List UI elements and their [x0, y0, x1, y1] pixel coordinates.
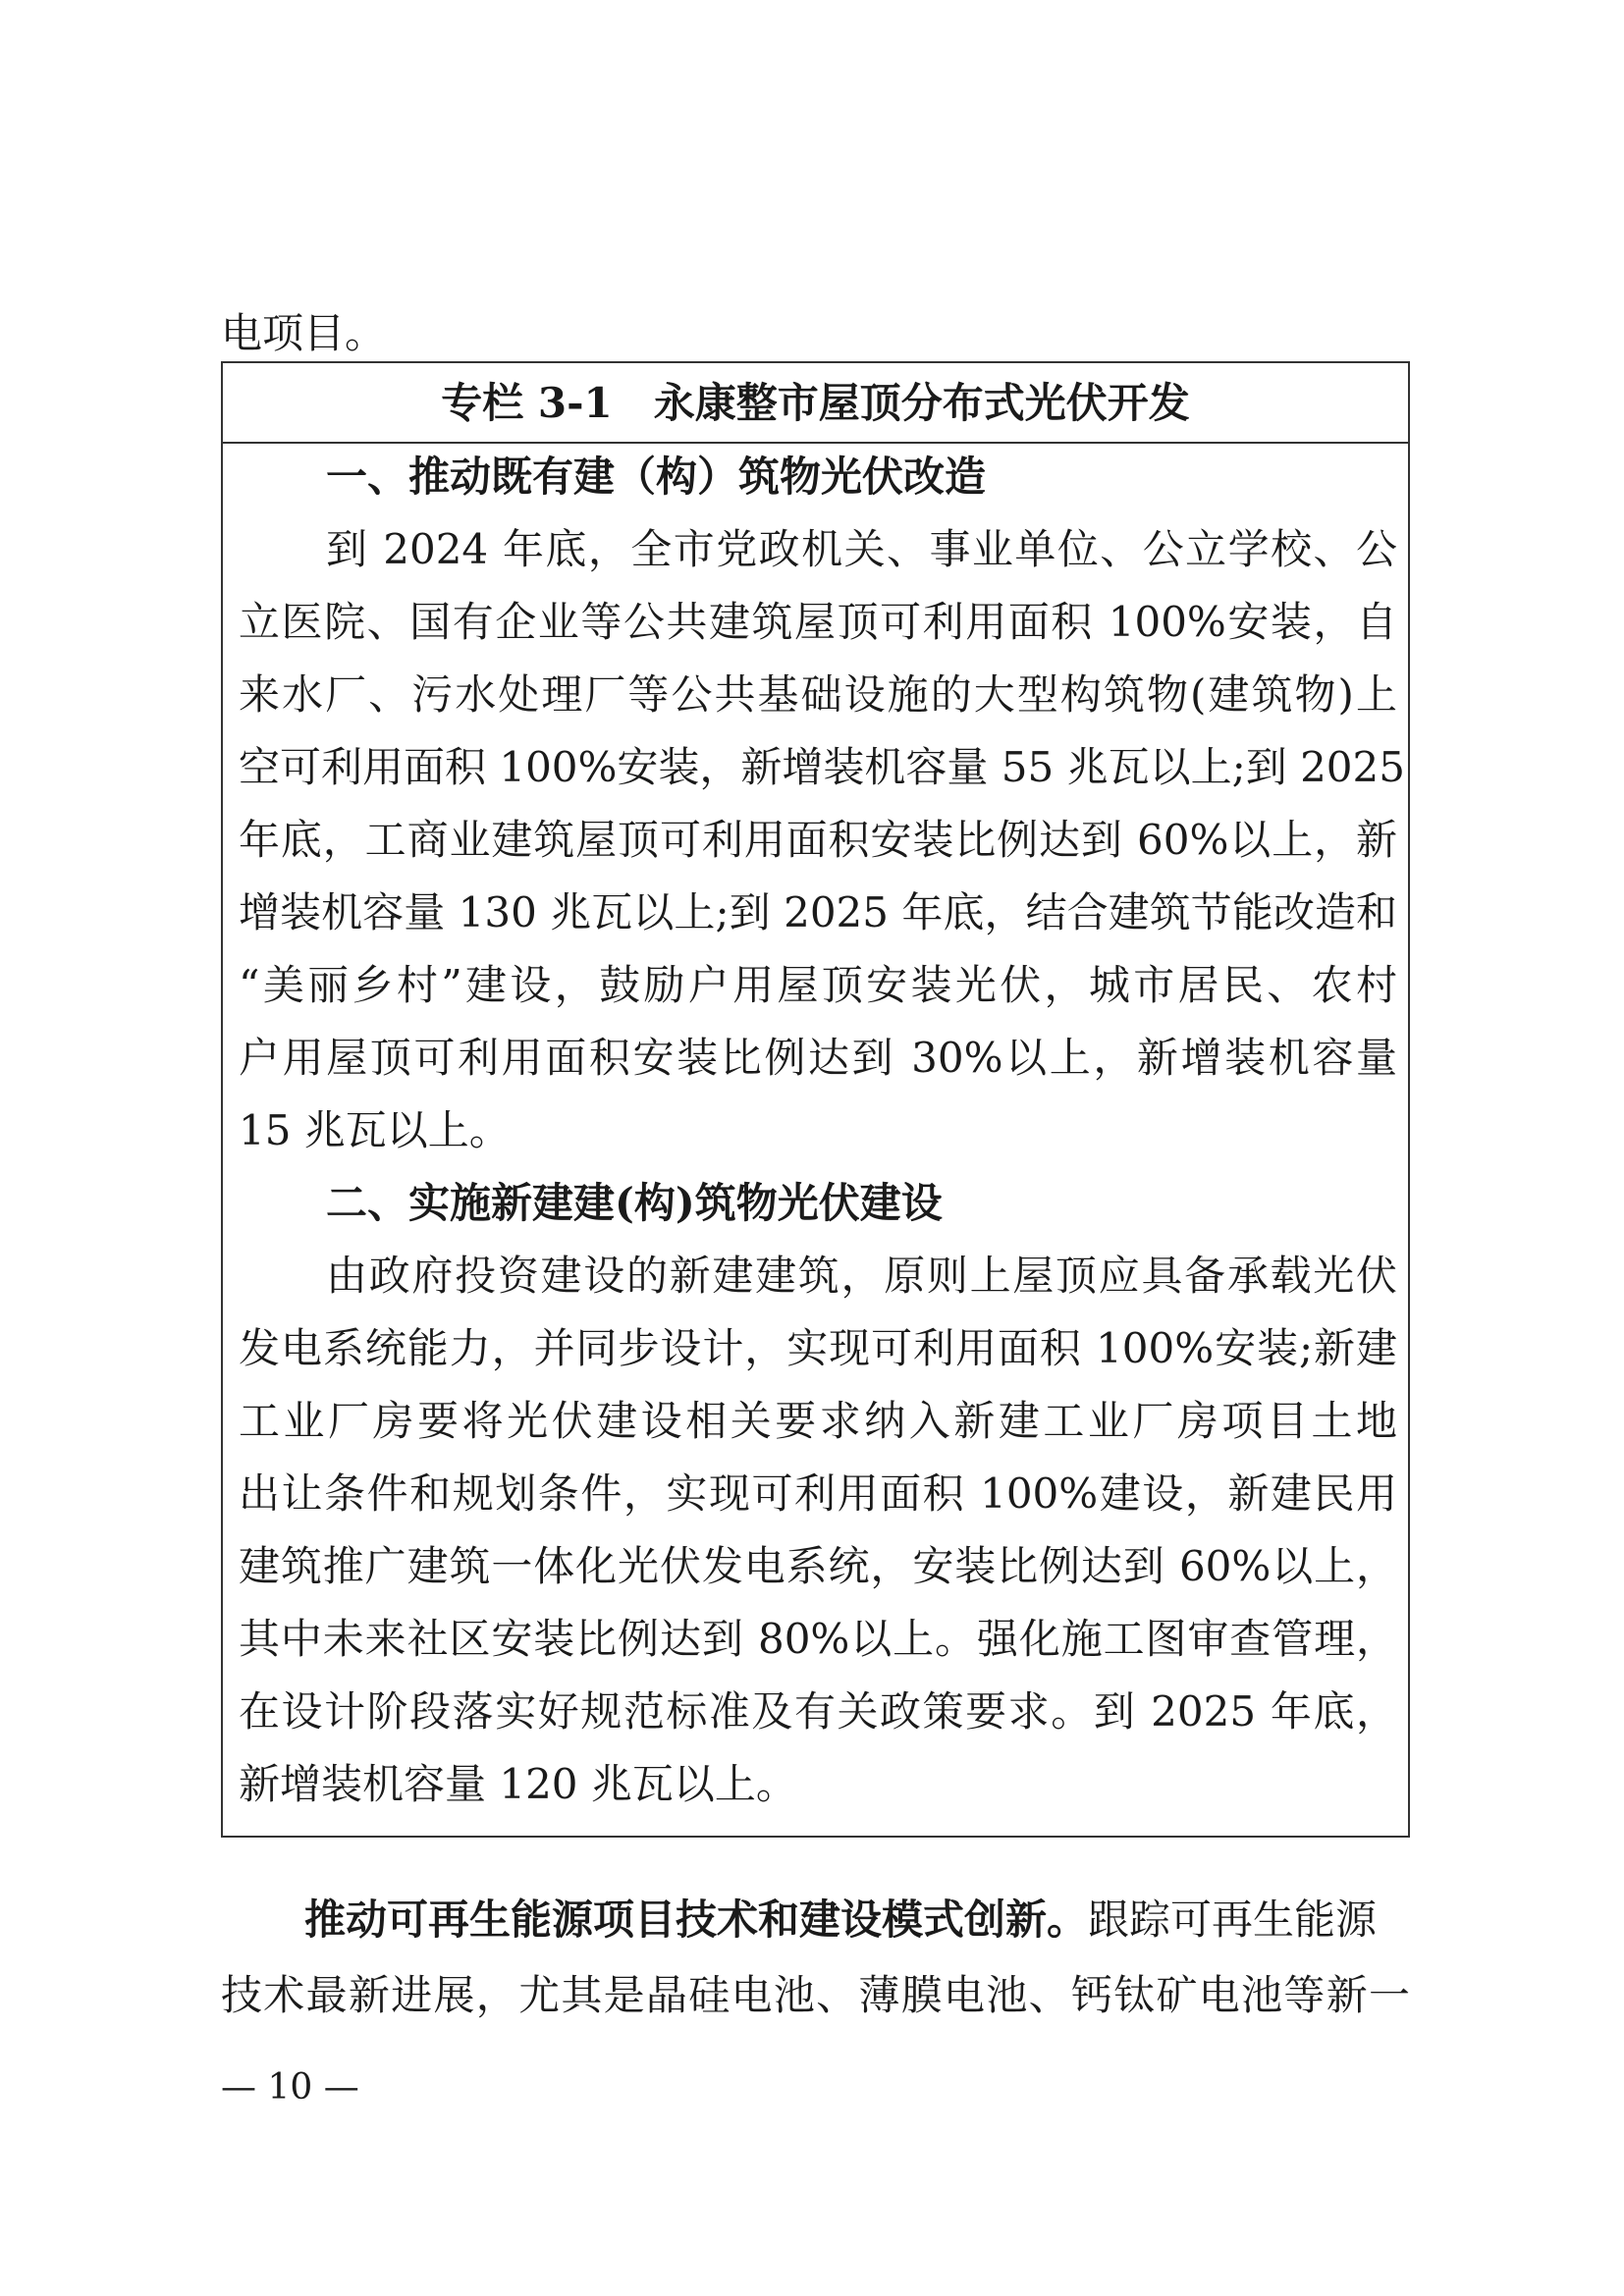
section1-line: “美丽乡村”建设，鼓励户用屋顶安装光伏，城市居民、农村	[239, 961, 1397, 1009]
section2-line: 工业厂房要将光伏建设相关要求纳入新建工业厂房项目土地	[239, 1397, 1397, 1445]
lead-line: 电项目。	[221, 309, 387, 357]
section2-line: 出让条件和规划条件，实现可利用面积 100%建设，新建民用	[239, 1469, 1397, 1518]
body-paragraph-line: 技术最新进展，尤其是晶硅电池、薄膜电池、钙钛矿电池等新一	[221, 1971, 1410, 2019]
sidebar-title: 专栏 3-1 永康整市屋顶分布式光伏开发	[441, 379, 1190, 427]
section1-line: 到 2024 年底，全市党政机关、事业单位、公立学校、公	[326, 525, 1397, 573]
section-heading-1: 一、推动既有建（构）筑物光伏改造	[326, 453, 987, 501]
section1-line: 户用屋顶可利用面积安装比例达到 30%以上，新增装机容量	[239, 1034, 1397, 1082]
section1-line: 增装机容量 130 兆瓦以上;到 2025 年底，结合建筑节能改造和	[239, 888, 1397, 936]
section1-line: 空可利用面积 100%安装，新增装机容量 55 兆瓦以上;到 2025	[239, 743, 1405, 791]
section2-line: 发电系统能力，并同步设计，实现可利用面积 100%安装;新建	[239, 1324, 1397, 1372]
body-line1-rest: 跟踪可再生能源	[1088, 1896, 1378, 1944]
body-bold-lead: 推动可再生能源项目技术和建设模式创新。	[304, 1896, 1089, 1944]
sidebar-title-row	[223, 363, 1408, 444]
body-paragraph-line	[304, 1895, 1410, 1946]
sidebar-box	[221, 361, 1410, 1838]
section1-line: 立医院、国有企业等公共建筑屋顶可利用面积 100%安装，自	[239, 598, 1397, 646]
section2-line: 由政府投资建设的新建建筑，原则上屋顶应具备承载光伏	[326, 1252, 1397, 1300]
section-heading-2: 二、实施新建建(构)筑物光伏建设	[326, 1179, 943, 1227]
page-number: — 10 —	[221, 2067, 359, 2108]
section2-line: 在设计阶段落实好规范标准及有关政策要求。到 2025 年底，	[239, 1687, 1397, 1735]
section1-line: 年底，工商业建筑屋顶可利用面积安装比例达到 60%以上，新	[239, 816, 1397, 864]
section2-line: 其中未来社区安装比例达到 80%以上。强化施工图审查管理，	[239, 1615, 1397, 1663]
section1-line: 15 兆瓦以上。	[239, 1106, 511, 1154]
section2-line: 新增装机容量 120 兆瓦以上。	[239, 1760, 797, 1808]
section1-line: 来水厂、污水处理厂等公共基础设施的大型构筑物(建筑物)上	[239, 670, 1397, 719]
section2-line: 建筑推广建筑一体化光伏发电系统，安装比例达到 60%以上，	[239, 1542, 1397, 1590]
